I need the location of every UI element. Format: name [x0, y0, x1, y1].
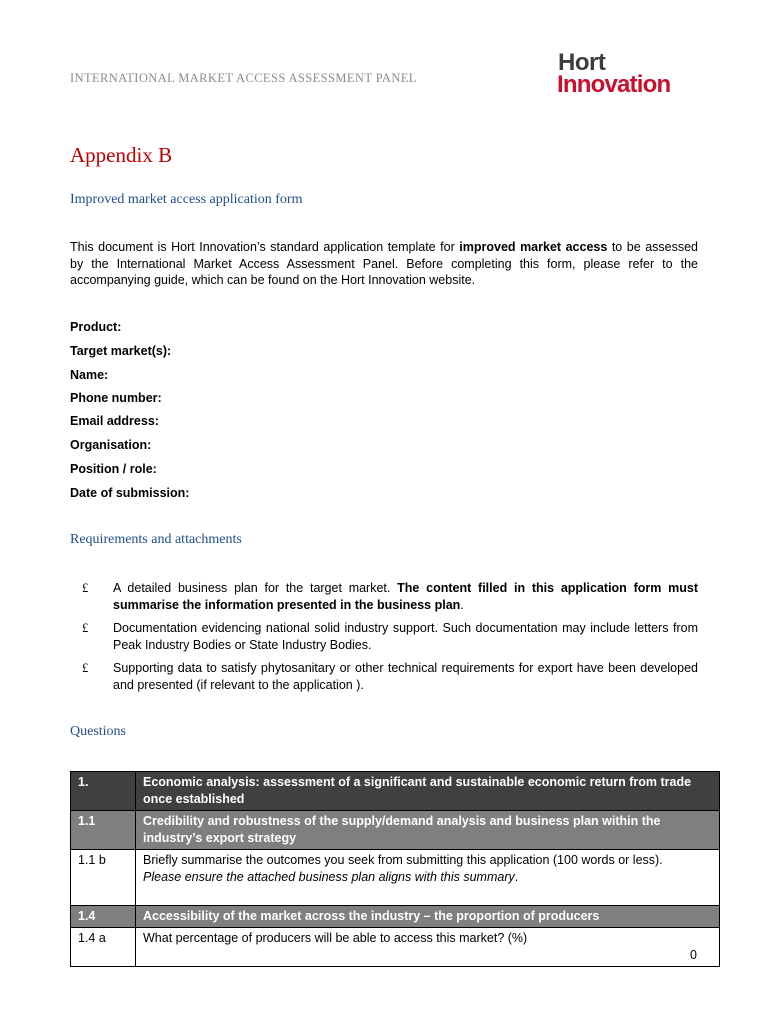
questions-heading: Questions	[70, 724, 126, 739]
list-item	[82, 620, 698, 653]
requirement-text: Supporting data to satisfy phytosanitary or other technical requirements for export have been developed and presented (if relevant to the application ).	[113, 661, 698, 692]
question-number: 1.1 b	[71, 850, 136, 906]
table-row	[71, 772, 720, 811]
question-text: What percentage of producers will be able to access this market? (%)	[143, 931, 528, 945]
question-cell	[136, 928, 720, 967]
page-number: 0	[690, 948, 697, 962]
intro-paragraph	[70, 239, 698, 289]
question-text: Briefly summarise the outcomes you seek from submitting this application (100 words or less).	[143, 853, 663, 867]
intro-text-1: This document is Hort Innovation’s standard application template for	[70, 240, 460, 254]
field-date-of-submission: Date of submission:	[70, 486, 190, 500]
requirement-text: A detailed business plan for the target market.	[113, 581, 398, 595]
requirements-list	[82, 580, 698, 700]
field-target-markets: Target market(s):	[70, 344, 172, 358]
question-number: 1.	[71, 772, 136, 811]
table-row	[71, 905, 720, 928]
field-organisation: Organisation:	[70, 438, 152, 452]
hort-innovation-logo	[557, 49, 697, 99]
field-position-role: Position / role:	[70, 462, 157, 476]
bullet-glyph: £	[82, 581, 89, 595]
list-item	[82, 580, 698, 613]
table-row	[71, 811, 720, 850]
questions-table	[70, 771, 720, 967]
question-note-suffix: .	[514, 869, 519, 884]
field-product: Product:	[70, 320, 122, 334]
requirement-text: Documentation evidencing national solid industry support. Such documentation may include letters from Peak Industry Bodies or State Industry Bodies.	[113, 621, 698, 652]
table-row	[71, 850, 720, 906]
requirements-heading: Requirements and attachments	[70, 532, 242, 547]
intro-bold-text: improved market access	[459, 240, 608, 254]
question-text: Accessibility of the market across the industry – the proportion of producers	[136, 905, 720, 928]
requirement-bold-text: The content filled in this application form must summarise the information presented in the business plan	[113, 581, 698, 612]
question-cell	[136, 850, 720, 906]
table-row	[71, 928, 720, 967]
question-number: 1.4 a	[71, 928, 136, 967]
form-subtitle: Improved market access application form	[70, 192, 303, 207]
question-note: Please ensure the attached business plan aligns with this summary	[143, 869, 515, 884]
bullet-glyph: £	[82, 661, 89, 675]
list-item	[82, 660, 698, 693]
field-email-address: Email address:	[70, 414, 159, 428]
question-number: 1.1	[71, 811, 136, 850]
bullet-glyph: £	[82, 621, 89, 635]
intro-text-2: to be assessed by the International Market Access Assessment Panel. Before completing this form, please refer to the accompanying guide, which can be found on the Hort Innovation website.	[70, 240, 698, 287]
header-title: INTERNATIONAL MARKET ACCESS ASSESSMENT PANEL	[70, 71, 417, 85]
question-text: Credibility and robustness of the supply/demand analysis and business plan within the industry’s export strategy	[136, 811, 720, 850]
field-name: Name:	[70, 368, 109, 382]
logo-text-innovation: Innovation	[557, 71, 671, 98]
question-number: 1.4	[71, 905, 136, 928]
requirement-suffix: .	[460, 597, 464, 612]
question-text: Economic analysis: assessment of a significant and sustainable economic return from trade once established	[136, 772, 720, 811]
logo-text-hort: Hort	[558, 49, 606, 76]
field-phone-number: Phone number:	[70, 391, 162, 405]
appendix-title: Appendix B	[70, 143, 173, 167]
